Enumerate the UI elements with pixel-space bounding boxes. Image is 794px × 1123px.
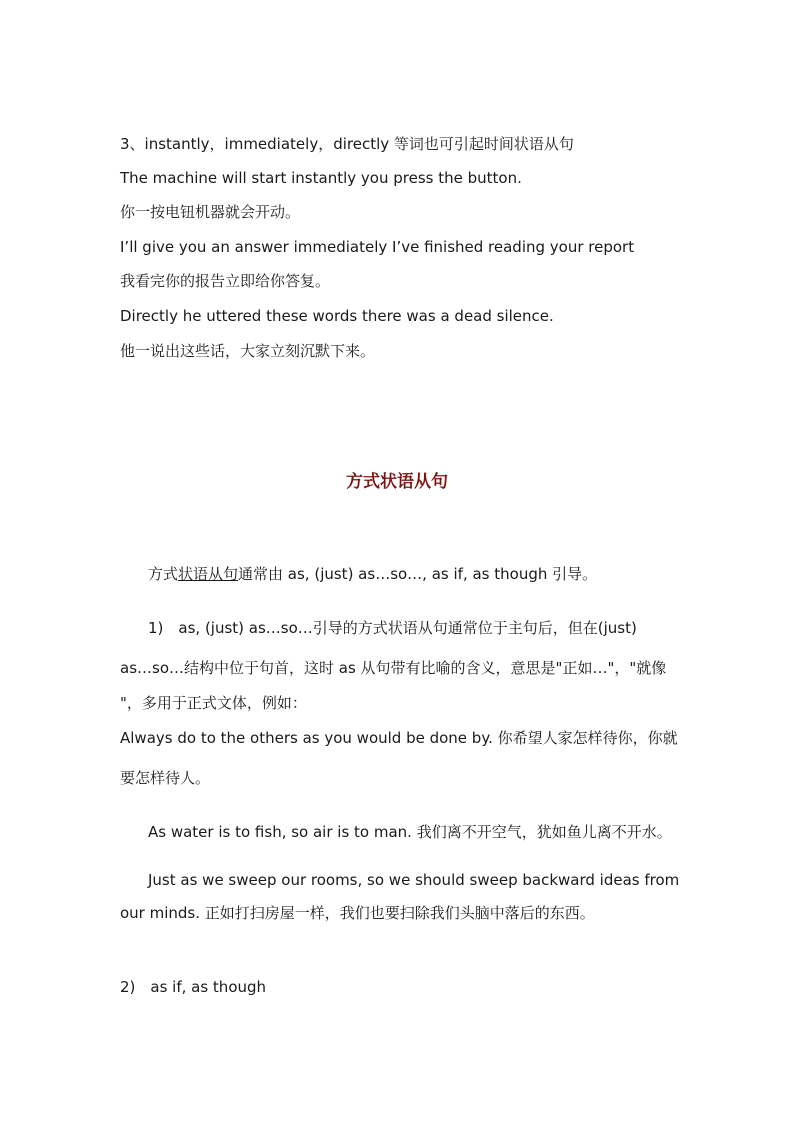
point-1-example-2: As water is to fish, so air is to man. 我们离不开空气，犹如鱼儿离不开水。 <box>148 823 672 841</box>
example-en-1: The machine will start instantly you press the button. <box>120 169 522 187</box>
example-en-2: I’ll give you an answer immediately I’ve finished reading your report <box>120 238 635 256</box>
intro-link[interactable]: 状语从句 <box>178 565 239 583</box>
point-1-line-3: "，多用于正式文体，例如： <box>120 694 307 712</box>
point-1-line-1: 1) as, (just) as…so…引导的方式状语从句通常位于主句后，但在(just) <box>148 619 637 637</box>
point-1-example-1-line-1: Always do to the others as you would be done by. 你希望人家怎样待你，你就 <box>120 729 678 747</box>
example-zh-1: 你一按电钮机器就会开动。 <box>120 203 301 221</box>
point-1-example-3-line-1: Just as we sweep our rooms, so we should sweep backward ideas from <box>148 871 680 889</box>
intro-suffix: 通常由 as, (just) as…so…, as if, as though 引导。 <box>238 565 598 583</box>
section-heading: 方式状语从句 <box>346 472 448 492</box>
manner-intro <box>148 564 597 584</box>
example-en-3: Directly he uttered these words there was a dead silence. <box>120 307 554 325</box>
example-zh-3: 他一说出这些话，大家立刻沉默下来。 <box>120 342 376 360</box>
point-1-line-2: as…so…结构中位于句首，这时 as 从句带有比喻的含义，意思是"正如…"，"就像 <box>120 659 667 677</box>
time-clause-rule: 3、instantly，immediately，directly 等词也可引起时间状语从句 <box>120 135 574 153</box>
point-1-example-1-line-2: 要怎样待人。 <box>120 769 211 787</box>
intro-prefix: 方式 <box>148 565 179 583</box>
point-2-heading: 2) as if, as though <box>120 978 267 996</box>
example-zh-2: 我看完你的报告立即给你答复。 <box>120 272 331 290</box>
point-1-example-3-line-2: our minds. 正如打扫房屋一样，我们也要扫除我们头脑中落后的东西。 <box>120 904 595 922</box>
